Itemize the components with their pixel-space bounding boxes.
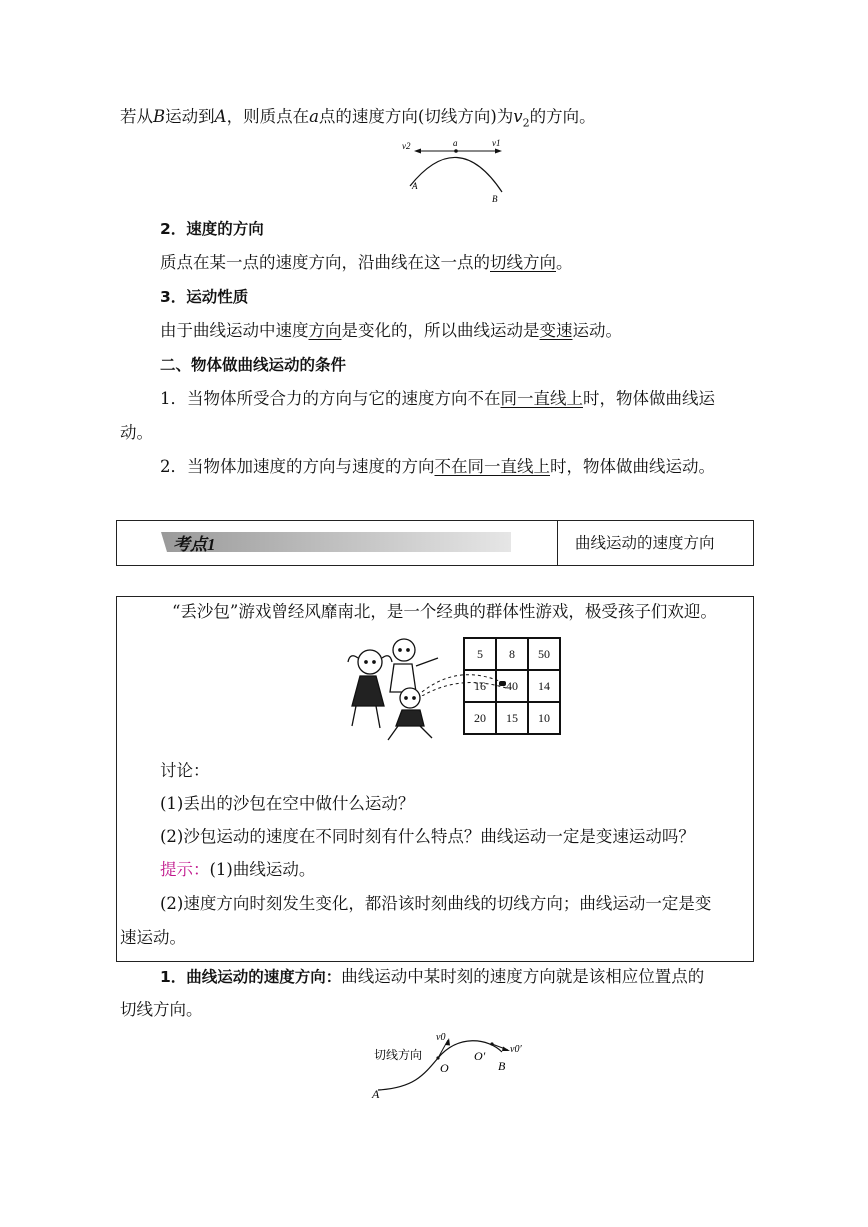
grid-cell: 15	[496, 702, 528, 734]
label-B: B	[498, 1059, 506, 1073]
velocity-symbol: v	[513, 107, 523, 126]
point-o	[436, 1056, 439, 1059]
question-2: (2)沙包运动的速度在不同时刻有什么特点？曲线运动一定是变速运动吗？	[160, 827, 695, 846]
arc-velocity-figure	[396, 136, 516, 208]
text: 的方向。	[529, 107, 596, 126]
label-v0-prime: v0′	[510, 1044, 522, 1055]
grid-cell: 8	[496, 638, 528, 670]
hint-label: 提示：	[160, 860, 210, 879]
kaodian-tag: 考点1	[173, 535, 216, 554]
number-grid	[463, 637, 561, 735]
v0p-arrowhead	[502, 1047, 510, 1052]
label-v1: v1	[492, 138, 501, 148]
tangent-figure	[368, 1028, 538, 1102]
text: 若从	[120, 107, 153, 126]
answer-1	[160, 859, 315, 881]
point-a: A	[214, 107, 227, 126]
sandbag-icon	[499, 681, 506, 686]
condition-1-cont: 动。	[120, 423, 153, 442]
answer-2-cont: 速运动。	[120, 928, 186, 947]
point-b: B	[153, 107, 166, 126]
point-1-cont: 切线方向。	[120, 1000, 203, 1019]
grid-cell: 10	[528, 702, 560, 734]
intro-paragraph	[120, 106, 596, 134]
text: 质点在某一点的速度方向，沿曲线在这一点的	[160, 253, 490, 272]
section-heading: 2．速度的方向	[160, 220, 264, 238]
label-tangent: 切线方向	[374, 1048, 423, 1062]
kaodian-title: 曲线运动的速度方向	[575, 534, 715, 552]
text: 时，物体做曲线运	[583, 389, 715, 408]
answer-underline: 同一直线上	[500, 389, 583, 408]
grid-cell: 50	[528, 638, 560, 670]
answer-underline: 切线方向	[490, 253, 556, 272]
grid-cell: 5	[464, 638, 496, 670]
answer-underline: 变速	[539, 321, 573, 340]
point-a-dot	[454, 149, 458, 153]
point-1	[160, 966, 704, 988]
sec2-body	[160, 252, 573, 274]
text: 1．当物体所受合力的方向与它的速度方向不在	[160, 389, 501, 408]
divider	[557, 521, 558, 565]
label-A: A	[412, 181, 418, 191]
text: 是变化的，所以曲线运动是	[341, 321, 540, 340]
text: 曲线运动中某时刻的速度方向就是该相应位置点的	[341, 967, 705, 986]
grid-cell: 14	[528, 670, 560, 702]
kaodian-header	[116, 520, 754, 566]
section-heading: 3．运动性质	[160, 288, 249, 306]
label-O: O	[440, 1061, 449, 1075]
discussion-label: 讨论：	[160, 761, 210, 780]
label-A: A	[372, 1087, 380, 1101]
discussion-intro: “丢沙包”游戏曾经风靡南北，是一个经典的群体性游戏，极受孩子们欢迎。	[172, 602, 717, 621]
text: 点的速度方向(切线方向)为	[318, 107, 514, 126]
condition-2	[160, 456, 715, 478]
text: 运动。	[572, 321, 622, 340]
grid-cell: 16	[464, 670, 496, 702]
curve-path	[410, 157, 502, 192]
label-a: a	[453, 138, 458, 148]
grid-cell: 40	[496, 670, 528, 702]
label-v0: v0	[436, 1032, 446, 1043]
v0-arrowhead	[446, 1038, 451, 1046]
text: 2．当物体加速度的方向与速度的方向	[160, 457, 435, 476]
sec3-body	[160, 320, 622, 342]
v1-arrowhead	[495, 149, 502, 154]
condition-1	[160, 388, 715, 410]
text: 。	[556, 253, 573, 272]
text: 运动到	[165, 107, 215, 126]
part-heading: 二、物体做曲线运动的条件	[160, 356, 347, 374]
point-a-lower: a	[309, 107, 319, 126]
label-v2: v2	[402, 141, 411, 151]
text: 由于曲线运动中速度	[160, 321, 309, 340]
v2-arrowhead	[414, 149, 421, 154]
velocity-subscript: 2	[522, 116, 530, 130]
answer-underline: 不在同一直线上	[434, 457, 550, 476]
answer-underline: 方向	[308, 321, 342, 340]
point-o-prime	[490, 1042, 493, 1045]
grid-cell: 20	[464, 702, 496, 734]
point-heading: 1．曲线运动的速度方向：	[160, 968, 342, 986]
text: 时，物体做曲线运动。	[550, 457, 715, 476]
text: ，则质点在	[226, 107, 310, 126]
question-1: (1)丢出的沙包在空中做什么运动？	[160, 794, 415, 813]
label-O-prime: O′	[474, 1049, 486, 1063]
label-B: B	[492, 194, 498, 204]
text: (1)曲线运动。	[209, 860, 316, 879]
answer-2: (2)速度方向时刻发生变化，都沿该时刻曲线的切线方向；曲线运动一定是变	[160, 894, 712, 913]
